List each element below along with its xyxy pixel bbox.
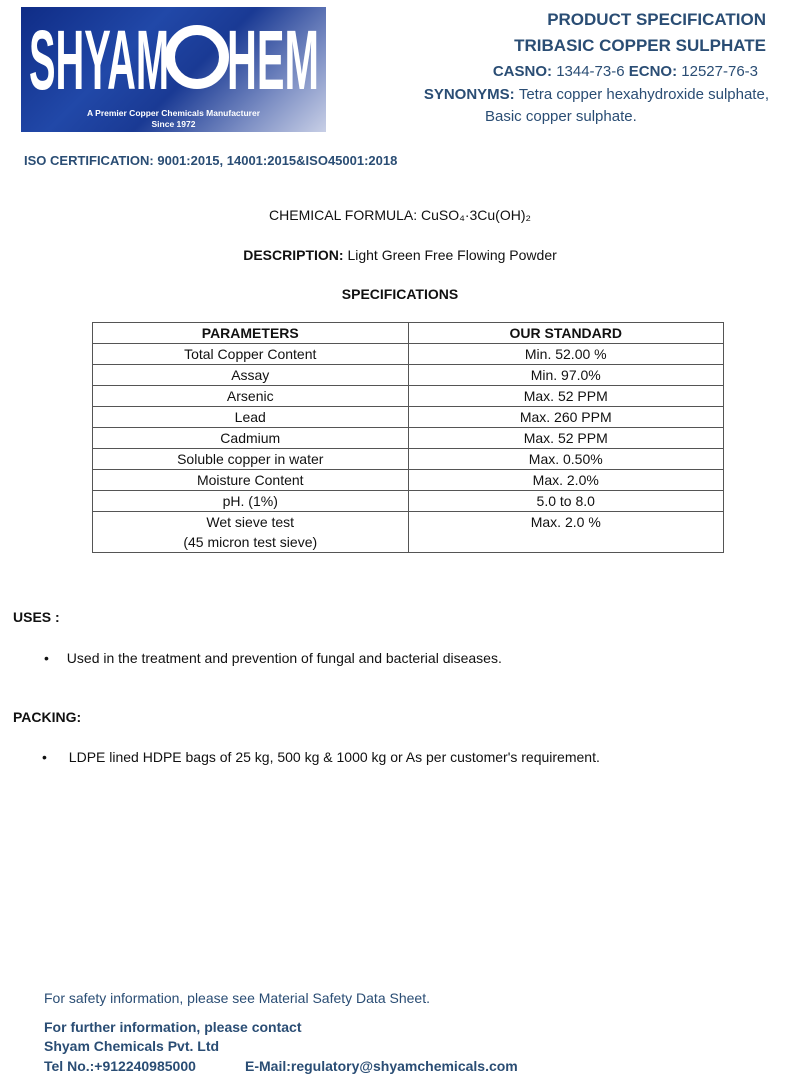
parameter-cell: Soluble copper in water bbox=[93, 449, 409, 470]
company-logo bbox=[21, 7, 326, 132]
parameter-cell: Arsenic bbox=[93, 386, 409, 407]
uses-item-text: Used in the treatment and prevention of fungal and bacterial diseases. bbox=[66, 650, 502, 666]
cas-value: 1344-73-6 bbox=[556, 63, 625, 80]
bullet-icon: • bbox=[42, 749, 47, 765]
standard-cell: Max. 2.0 % bbox=[408, 512, 724, 553]
table-row bbox=[93, 407, 724, 428]
table-header-row bbox=[93, 323, 724, 344]
standard-cell: Max. 0.50% bbox=[408, 449, 724, 470]
description-value: Light Green Free Flowing Powder bbox=[347, 247, 557, 263]
table-row bbox=[93, 512, 724, 553]
standard-cell: Min. 52.00 % bbox=[408, 344, 724, 365]
company-name: Shyam Chemicals Pvt. Ltd bbox=[44, 1038, 220, 1054]
cas-ec-line bbox=[493, 63, 758, 80]
chemical-formula: CHEMICAL FORMULA: CuSO₄·3Cu(OH)₂ bbox=[269, 207, 531, 223]
table-row bbox=[93, 344, 724, 365]
standard-cell: Min. 97.0% bbox=[408, 365, 724, 386]
table-row bbox=[93, 449, 724, 470]
parameter-cell: Lead bbox=[93, 407, 409, 428]
synonyms-value-2: Basic copper sulphate. bbox=[485, 108, 637, 125]
bullet-icon: • bbox=[44, 650, 49, 666]
standard-cell: Max. 52 PPM bbox=[408, 386, 724, 407]
parameter-cell bbox=[93, 512, 409, 553]
specifications-table bbox=[92, 322, 724, 553]
parameter-cell: pH. (1%) bbox=[93, 491, 409, 512]
uses-label: USES : bbox=[13, 609, 60, 625]
parameter-cell: Cadmium bbox=[93, 428, 409, 449]
table-row bbox=[93, 386, 724, 407]
standard-cell: Max. 260 PPM bbox=[408, 407, 724, 428]
parameter-line-2: (45 micron test sieve) bbox=[183, 534, 318, 550]
ec-label: ECNO: bbox=[628, 63, 678, 80]
standard-cell: 5.0 to 8.0 bbox=[408, 491, 724, 512]
table-row bbox=[93, 428, 724, 449]
logo-since: Since 1972 bbox=[151, 119, 196, 129]
email-link[interactable]: E-Mail:regulatory@shyamchemicals.com bbox=[245, 1058, 518, 1074]
packing-list-item bbox=[42, 749, 600, 765]
parameter-cell: Moisture Content bbox=[93, 470, 409, 491]
product-name: TRIBASIC COPPER SULPHATE bbox=[514, 36, 766, 55]
logo-wordmark bbox=[27, 7, 322, 99]
table-row bbox=[93, 365, 724, 386]
packing-item-text: LDPE lined HDPE bags of 25 kg, 500 kg & 1000 kg or As per customer's requirement. bbox=[68, 749, 600, 765]
specifications-title: SPECIFICATIONS bbox=[341, 286, 459, 302]
svg-text:HEM: HEM bbox=[227, 13, 319, 99]
parameter-line-1: Wet sieve test bbox=[206, 514, 295, 530]
safety-note: For safety information, please see Material Safety Data Sheet. bbox=[44, 990, 430, 1006]
column-header-parameters: PARAMETERS bbox=[93, 323, 409, 344]
table-row bbox=[93, 470, 724, 491]
iso-certification: ISO CERTIFICATION: 9001:2015, 14001:2015&ISO45001:2018 bbox=[24, 153, 398, 168]
column-header-our-standard: OUR STANDARD bbox=[408, 323, 724, 344]
telephone: Tel No.:+912240985000 bbox=[44, 1058, 196, 1074]
cas-label: CASNO: bbox=[492, 63, 553, 80]
parameter-cell: Total Copper Content bbox=[93, 344, 409, 365]
standard-cell: Max. 2.0% bbox=[408, 470, 724, 491]
svg-text:SHYAM: SHYAM bbox=[29, 13, 169, 99]
contact-line: For further information, please contact bbox=[44, 1019, 302, 1035]
ec-value: 12527-76-3 bbox=[681, 63, 758, 80]
packing-label: PACKING: bbox=[13, 709, 82, 725]
uses-list-item bbox=[44, 650, 502, 666]
document-title: PRODUCT SPECIFICATION bbox=[547, 10, 766, 29]
parameter-cell: Assay bbox=[93, 365, 409, 386]
logo-tagline: A Premier Copper Chemicals Manufacturer bbox=[86, 108, 261, 118]
description-label: DESCRIPTION: bbox=[243, 247, 344, 263]
standard-cell: Max. 52 PPM bbox=[408, 428, 724, 449]
synonyms-line bbox=[424, 86, 769, 103]
synonyms-value-1: Tetra copper hexahydroxide sulphate, bbox=[518, 86, 769, 103]
synonyms-label: SYNONYMS: bbox=[423, 86, 515, 103]
table-row bbox=[93, 491, 724, 512]
description bbox=[0, 247, 800, 263]
